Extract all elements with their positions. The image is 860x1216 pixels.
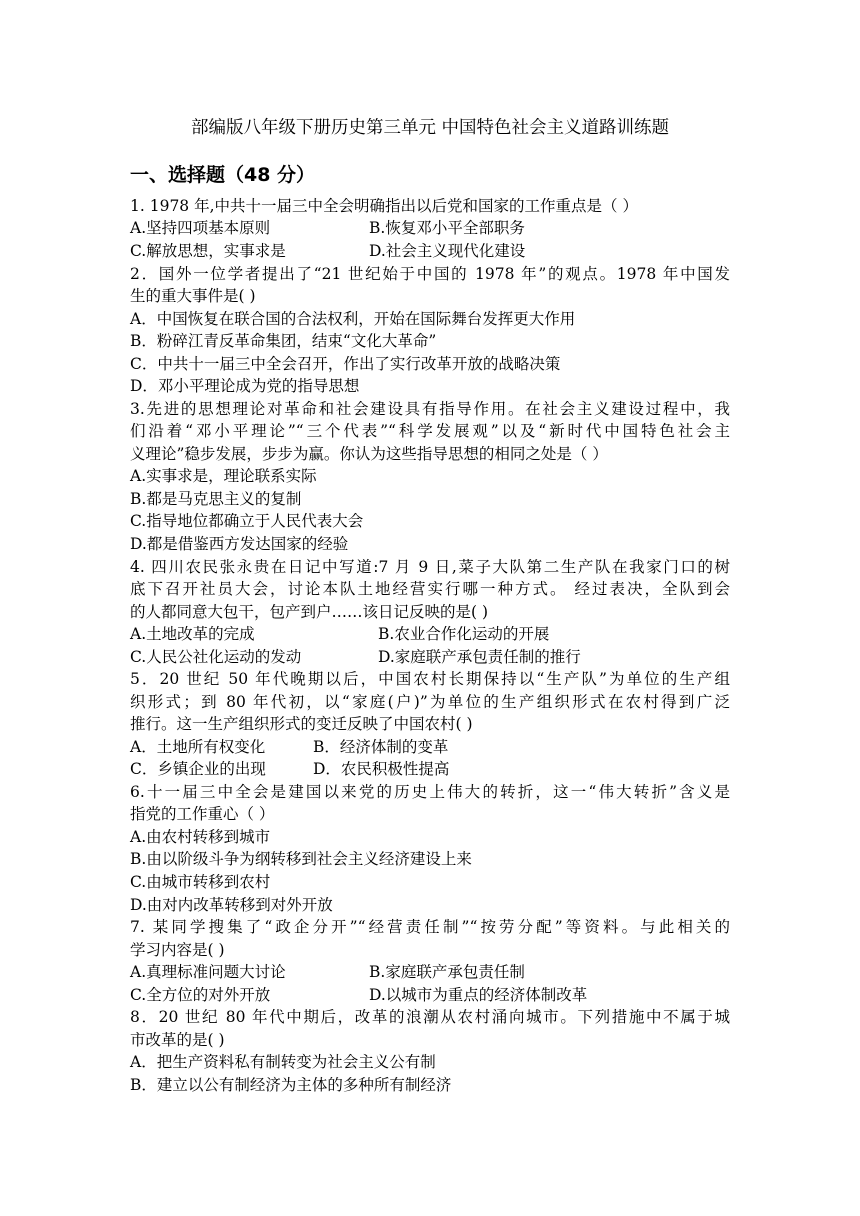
- question-1-option-a: A.坚持四项基本原则: [130, 219, 271, 237]
- question-5-stem-line-1: 5．20 世纪 50 年代晚期以后，中国农村长期保持以“生产队”为单位的生产组: [130, 670, 730, 688]
- question-4-option-c: C.人民公社化运动的发动: [130, 648, 302, 666]
- question-1-option-c: C.解放思想，实事求是: [130, 242, 286, 260]
- question-3-option-b: B.都是马克思主义的复制: [130, 490, 302, 508]
- question-8-stem-line-2: 市改革的是( ): [130, 1031, 225, 1049]
- question-1-option-b: B.恢复邓小平全部职务: [369, 219, 525, 237]
- question-3-stem-line-1: 3.先进的思想理论对革命和社会建设具有指导作用。在社会主义建设过程中，我: [130, 400, 730, 418]
- question-1-stem: 1. 1978 年,中共十一届三中全会明确指出以后党和国家的工作重点是（ ）: [130, 197, 638, 215]
- question-6-stem-line-2: 指党的工作重心（ ）: [130, 805, 275, 823]
- question-5-stem-line-3: 推行。这一生产组织形式的变迁反映了中国农村( ): [130, 715, 473, 733]
- question-4-option-b: B.农业合作化运动的开展: [378, 625, 550, 643]
- section-heading: 一、选择题（48 分）: [130, 164, 316, 186]
- question-2-stem-line-1: 2．国外一位学者提出了“21 世纪始于中国的 1978 年”的观点。1978 年中国发: [130, 265, 730, 283]
- question-7-option-a: A.真理标准问题大讨论: [130, 963, 286, 981]
- question-2-option-a: A．中国恢复在联合国的合法权利，开始在国际舞台发挥更大作用: [130, 310, 576, 328]
- question-4-stem-line-2: 底下召开社员大会，讨论本队土地经营实行哪一种方式。 经过表决，全队到会: [130, 580, 730, 598]
- question-4-stem-line-1: 4. 四川农民张永贵在日记中写道:7 月 9 日,菜子大队第二生产队在我家门口的树: [130, 558, 730, 576]
- question-4-option-a: A.土地改革的完成: [130, 625, 255, 643]
- question-2-option-d: D．邓小平理论成为党的指导思想: [130, 377, 360, 395]
- question-7-option-d: D.以城市为重点的经济体制改革: [369, 986, 588, 1004]
- question-6-option-a: A.由农村转移到城市: [130, 828, 271, 846]
- question-7-option-b: B.家庭联产承包责任制: [369, 963, 525, 981]
- document-title: 部编版八年级下册历史第三单元 中国特色社会主义道路训练题: [190, 118, 670, 138]
- question-6-option-b: B.由以阶级斗争为纲转移到社会主义经济建设上来: [130, 850, 472, 868]
- question-7-stem-line-2: 学习内容是( ): [130, 941, 225, 959]
- question-7-stem-line-1: 7. 某同学搜集了“政企分开”“经营责任制”“按劳分配”等资料。与此相关的: [130, 918, 730, 936]
- question-3-option-c: C.指导地位都确立于人民代表大会: [130, 512, 364, 530]
- question-4-stem-line-3: 的人都同意大包干，包产到户……该日记反映的是( ): [130, 603, 489, 621]
- question-5-option-c: C．乡镇企业的出现: [130, 760, 266, 778]
- question-2-option-c: C．中共十一届三中全会召开，作出了实行改革开放的战略决策: [130, 355, 561, 373]
- question-6-option-d: D.由对内改革转移到对外开放: [130, 896, 333, 914]
- question-5-option-d: D．农民积极性提高: [313, 760, 450, 778]
- question-3-option-d: D.都是借鉴西方发达国家的经验: [130, 535, 349, 553]
- question-6-stem-line-1: 6.十一届三中全会是建国以来党的历史上伟大的转折，这一“伟大转折”含义是: [130, 783, 730, 801]
- question-2-stem-line-2: 生的重大事件是( ): [130, 287, 256, 305]
- question-4-option-d: D.家庭联产承包责任制的推行: [378, 648, 581, 666]
- question-7-option-c: C.全方位的对外开放: [130, 986, 271, 1004]
- question-3-stem-line-2: 们沿着“邓小平理论”“三个代表”“科学发展观”以及“新时代中国特色社会主: [130, 422, 730, 440]
- question-5-option-a: A．土地所有权变化: [130, 738, 266, 756]
- question-2-option-b: B．粉碎江青反革命集团，结束“文化大革命”: [130, 332, 437, 350]
- question-5-option-b: B．经济体制的变革: [313, 738, 449, 756]
- question-1-option-d: D.社会主义现代化建设: [369, 242, 526, 260]
- question-3-stem-line-3: 义理论”稳步发展，步步为赢。你认为这些指导思想的相同之处是（ ）: [130, 445, 608, 463]
- question-8-option-b: B．建立以公有制经济为主体的多种所有制经济: [130, 1076, 452, 1094]
- question-5-stem-line-2: 织形式；到 80 年代初，以“家庭(户)”为单位的生产组织形式在农村得到广泛: [130, 693, 730, 711]
- question-6-option-c: C.由城市转移到农村: [130, 873, 271, 891]
- question-8-option-a: A．把生产资料私有制转变为社会主义公有制: [130, 1053, 436, 1071]
- question-8-stem-line-1: 8．20 世纪 80 年代中期后，改革的浪潮从农村涌向城市。下列措施中不属于城: [130, 1008, 730, 1026]
- question-3-option-a: A.实事求是，理论联系实际: [130, 467, 317, 485]
